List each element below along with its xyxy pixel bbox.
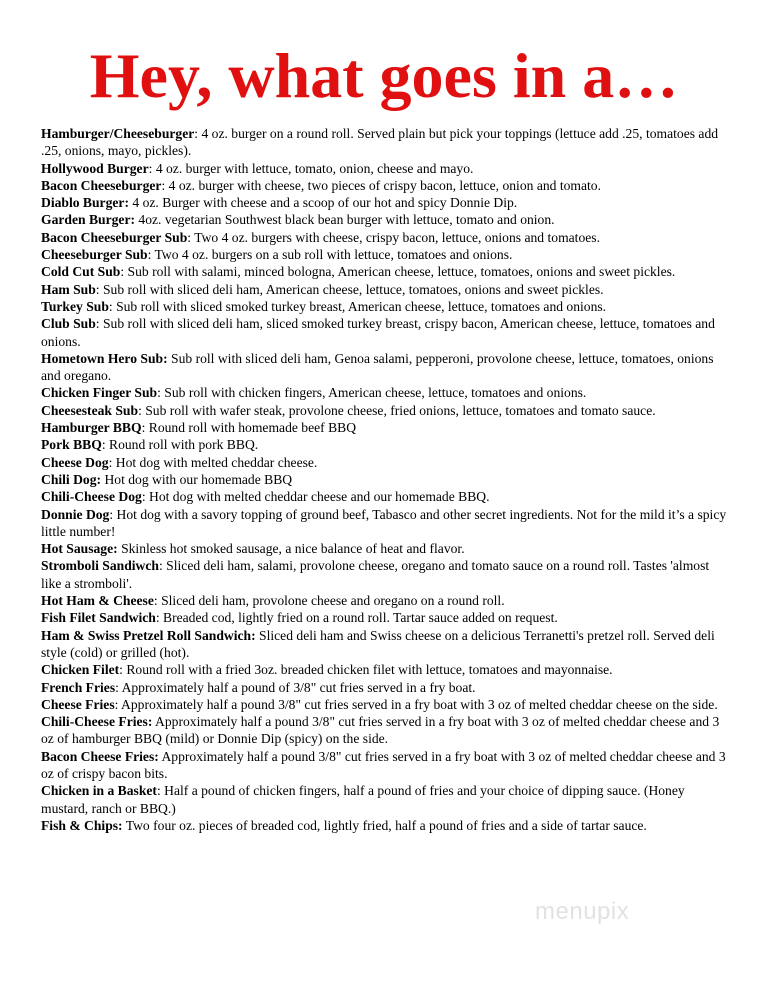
menu-item: Hot Ham & Cheese: Sliced deli ham, provolone cheese and oregano on a round roll. xyxy=(41,593,505,609)
menu-item-description: Hot dog with our homemade BBQ xyxy=(104,471,293,487)
menu-item-name: Cheese Dog xyxy=(41,454,109,470)
menu-item: French Fries: Approximately half a pound of 3/8" cut fries served in a fry boat. xyxy=(41,679,476,695)
menu-item xyxy=(41,713,731,748)
menu-item xyxy=(41,471,731,488)
menu-item: Cheeseburger Sub: Two 4 oz. burgers on a sub roll with lettuce, tomatoes and onions. xyxy=(41,247,513,263)
watermark-logo: menupix xyxy=(535,898,630,925)
menu-item-description: Sub roll with chicken fingers, American cheese, lettuce, tomatoes and onions. xyxy=(164,385,587,401)
menu-item-name: Cheesesteak Sub xyxy=(41,402,139,418)
menu-item: Pork BBQ: Round roll with pork BBQ. xyxy=(41,437,259,453)
menu-item xyxy=(41,748,731,783)
menu-item xyxy=(41,211,731,228)
menu-item-description: 4oz. vegetarian Southwest black bean burger with lettuce, tomato and onion. xyxy=(138,212,555,228)
menu-item-name: Cheeseburger Sub xyxy=(41,247,148,263)
menu-item-name: Hamburger/Cheeseburger xyxy=(41,126,195,141)
menu-item-name: Hot Ham & Cheese xyxy=(41,593,154,609)
menu-item-name: French Fries xyxy=(41,679,116,695)
menu-item: Cheesesteak Sub: Sub roll with wafer steak, provolone cheese, fried onions, lettuce, tomatoes and tomato sauce. xyxy=(41,402,656,418)
menu-list xyxy=(41,125,731,834)
menu-item-name: Ham & Swiss Pretzel Roll Sandwich: xyxy=(41,627,256,643)
menu-item-name: Garden Burger: xyxy=(41,212,136,228)
menu-item-name: Ham Sub xyxy=(41,281,96,297)
menu-item: Stromboli Sandiwch: Sliced deli ham, salami, provolone cheese, oregano and tomato sauce on a round roll. Tastes 'almost like a stromboli'. xyxy=(41,558,710,591)
menu-item-name: Pork BBQ xyxy=(41,437,102,453)
menu-item: Cheese Fries: Approximately half a pound 3/8" cut fries served in a fry boat with 3 oz of melted cheddar cheese on the side. xyxy=(41,696,718,712)
menu-item-description: 4 oz. burger with lettuce, tomato, onion, cheese and mayo. xyxy=(155,160,474,176)
menu-item: Chili-Cheese Dog: Hot dog with melted cheddar cheese and our homemade BBQ. xyxy=(41,489,490,505)
menu-item-name: Bacon Cheeseburger Sub xyxy=(41,229,188,245)
menu-item-description: Sliced deli ham, provolone cheese and oregano on a round roll. xyxy=(161,593,505,609)
menu-item-description: Two 4 oz. burgers on a sub roll with lettuce, tomatoes and onions. xyxy=(154,247,513,263)
menu-item-description: Round roll with pork BBQ. xyxy=(109,437,259,453)
menu-item: Bacon Cheeseburger: 4 oz. burger with cheese, two pieces of crispy bacon, lettuce, onion and tomato. xyxy=(41,177,601,193)
menu-item xyxy=(41,194,731,211)
menu-item-name: Chili-Cheese Fries: xyxy=(41,714,153,730)
menu-item-name: Chicken Filet xyxy=(41,662,120,678)
menu-item: Chicken Filet: Round roll with a fried 3oz. breaded chicken filet with lettuce, tomatoes and mayonnaise. xyxy=(41,662,613,678)
menu-item xyxy=(41,350,731,385)
menu-item-description: Sub roll with sliced smoked turkey breast, American cheese, lettuce, tomatoes and onions. xyxy=(116,298,607,314)
menu-item: Turkey Sub: Sub roll with sliced smoked turkey breast, American cheese, lettuce, tomatoes and onions. xyxy=(41,298,607,314)
menu-item-description: Sliced deli ham and Swiss cheese on a delicious Terranetti's pretzel roll. Served deli style (cold) or grilled (hot). xyxy=(41,627,715,660)
menu-item-description: 4 oz. burger with cheese, two pieces of crispy bacon, lettuce, onion and tomato. xyxy=(168,177,601,193)
menu-item: Chicken in a Basket: Half a pound of chicken fingers, half a pound of fries and your choice of dipping sauce. (Honey mustard, ranch or BBQ.) xyxy=(41,783,685,816)
menu-item-name: Hamburger BBQ xyxy=(41,420,142,436)
menu-item xyxy=(41,817,731,834)
menu-item: Hamburger/Cheeseburger: 4 oz. burger on a round roll. Served plain but pick your toppings (lettuce add .25, tomatoes add .25, onions, mayo, pickles). xyxy=(41,126,719,159)
menu-item-name: Chili-Cheese Dog xyxy=(41,489,142,505)
menu-item-description: Sub roll with sliced deli ham, Genoa salami, pepperoni, provolone cheese, lettuce, tomatoes, onions and oregano. xyxy=(41,350,714,384)
menu-item-description: Approximately half a pound 3/8" cut fries served in a fry boat with 3 oz of melted cheddar cheese on the side. xyxy=(121,696,718,712)
menu-item-name: Fish & Chips: xyxy=(41,817,123,833)
menu-item: Bacon Cheeseburger Sub: Two 4 oz. burgers with cheese, crispy bacon, lettuce, onions and tomatoes. xyxy=(41,229,600,245)
menu-item: Club Sub: Sub roll with sliced deli ham, sliced smoked turkey breast, crispy bacon, American cheese, lettuce, tomatoes and onions. xyxy=(41,316,715,349)
menu-item-name: Diablo Burger: xyxy=(41,195,129,211)
menu-item-description: Approximately half a pound 3/8" cut fries served in a fry boat with 3 oz of melted cheddar cheese and 3 oz of crispy bacon bits. xyxy=(41,748,726,781)
menu-item-name: Cold Cut Sub xyxy=(41,264,121,280)
menu-item-description: Round roll with homemade beef BBQ xyxy=(148,420,357,436)
menu-item-name: Cheese Fries xyxy=(41,696,115,712)
menu-item-description: Sub roll with wafer steak, provolone cheese, fried onions, lettuce, tomatoes and tomato sauce. xyxy=(145,402,656,418)
menu-item-description: Approximately half a pound 3/8" cut fries served in a fry boat with 3 oz of melted cheddar cheese and 3 oz of hamburger BBQ (mild) or Donnie Dip (spicy) on the side. xyxy=(41,714,720,747)
menu-item-description: Sub roll with salami, minced bologna, American cheese, lettuce, tomatoes, onions and sweet pickles. xyxy=(127,264,676,280)
menu-item-name: Bacon Cheeseburger xyxy=(41,177,162,193)
menu-item-name: Bacon Cheese Fries: xyxy=(41,748,159,764)
menu-item xyxy=(41,627,731,662)
menu-item-name: Club Sub xyxy=(41,316,96,332)
menu-item-description: Hot dog with a savory topping of ground beef, Tabasco and other secret ingredients. Not for the mild it’s a spicy little number! xyxy=(41,506,727,539)
menu-item: Cheese Dog: Hot dog with melted cheddar cheese. xyxy=(41,454,318,470)
menu-item-description: Sub roll with sliced deli ham, American cheese, lettuce, tomatoes, onions and sweet pickles. xyxy=(102,281,604,297)
page-title: Hey, what goes in a… xyxy=(89,40,679,111)
menu-item: Hollywood Burger: 4 oz. burger with lettuce, tomato, onion, cheese and mayo. xyxy=(41,160,474,176)
menu-item: Cold Cut Sub: Sub roll with salami, minced bologna, American cheese, lettuce, tomatoes, onions and sweet pickles. xyxy=(41,264,676,280)
menu-item-description: 4 oz. Burger with cheese and a scoop of our hot and spicy Donnie Dip. xyxy=(132,195,518,211)
menu-item-name: Chicken Finger Sub xyxy=(41,385,158,401)
menu-item-description: Hot dog with melted cheddar cheese. xyxy=(115,454,318,470)
menu-item-description: Sub roll with sliced deli ham, sliced smoked turkey breast, crispy bacon, American cheese, lettuce, tomatoes and onions. xyxy=(41,316,715,349)
menu-item-name: Fish Filet Sandwich xyxy=(41,610,156,626)
menu-item: Ham Sub: Sub roll with sliced deli ham, American cheese, lettuce, tomatoes, onions and sweet pickles. xyxy=(41,281,604,297)
menu-item-name: Hollywood Burger xyxy=(41,160,149,176)
menu-item-description: Skinless hot smoked sausage, a nice balance of heat and flavor. xyxy=(121,541,465,557)
menu-item-name: Chicken in a Basket xyxy=(41,783,157,799)
menu-item-description: Two four oz. pieces of breaded cod, lightly fried, half a pound of fries and a side of tartar sauce. xyxy=(125,817,647,833)
menu-item-description: Hot dog with melted cheddar cheese and our homemade BBQ. xyxy=(149,489,490,505)
menu-item-name: Stromboli Sandiwch xyxy=(41,558,159,574)
menu-item-description: 4 oz. burger on a round roll. Served plain but pick your toppings (lettuce add .25, tomatoes add .25, onions, mayo, pickles). xyxy=(41,126,719,159)
menu-item-description: Approximately half a pound of 3/8" cut fries served in a fry boat. xyxy=(121,679,476,695)
menu-item-name: Chili Dog: xyxy=(41,471,102,487)
menu-item: Fish Filet Sandwich: Breaded cod, lightly fried on a round roll. Tartar sauce added on request. xyxy=(41,610,558,626)
menu-item-name: Hometown Hero Sub: xyxy=(41,350,168,366)
menu-item-description: Round roll with a fried 3oz. breaded chicken filet with lettuce, tomatoes and mayonnaise. xyxy=(126,662,613,678)
menu-item: Hamburger BBQ: Round roll with homemade beef BBQ xyxy=(41,420,357,436)
menu-item-description: Two 4 oz. burgers with cheese, crispy bacon, lettuce, onions and tomatoes. xyxy=(194,229,600,245)
menu-item-description: Breaded cod, lightly fried on a round roll. Tartar sauce added on request. xyxy=(163,610,558,626)
menu-item: Donnie Dog: Hot dog with a savory topping of ground beef, Tabasco and other secret ingredients. Not for the mild it’s a spicy little number! xyxy=(41,506,727,539)
menu-item-name: Donnie Dog xyxy=(41,506,110,522)
menu-item: Chicken Finger Sub: Sub roll with chicken fingers, American cheese, lettuce, tomatoes and onions. xyxy=(41,385,587,401)
menu-item-name: Turkey Sub xyxy=(41,298,109,314)
menu-item-description: Sliced deli ham, salami, provolone cheese, oregano and tomato sauce on a round roll. Tastes 'almost like a stromboli'. xyxy=(41,558,710,591)
menu-item-description: Half a pound of chicken fingers, half a pound of fries and your choice of dipping sauce. (Honey mustard, ranch or BBQ.) xyxy=(41,783,685,816)
menu-item-name: Hot Sausage: xyxy=(41,541,118,557)
menu-item xyxy=(41,540,731,557)
